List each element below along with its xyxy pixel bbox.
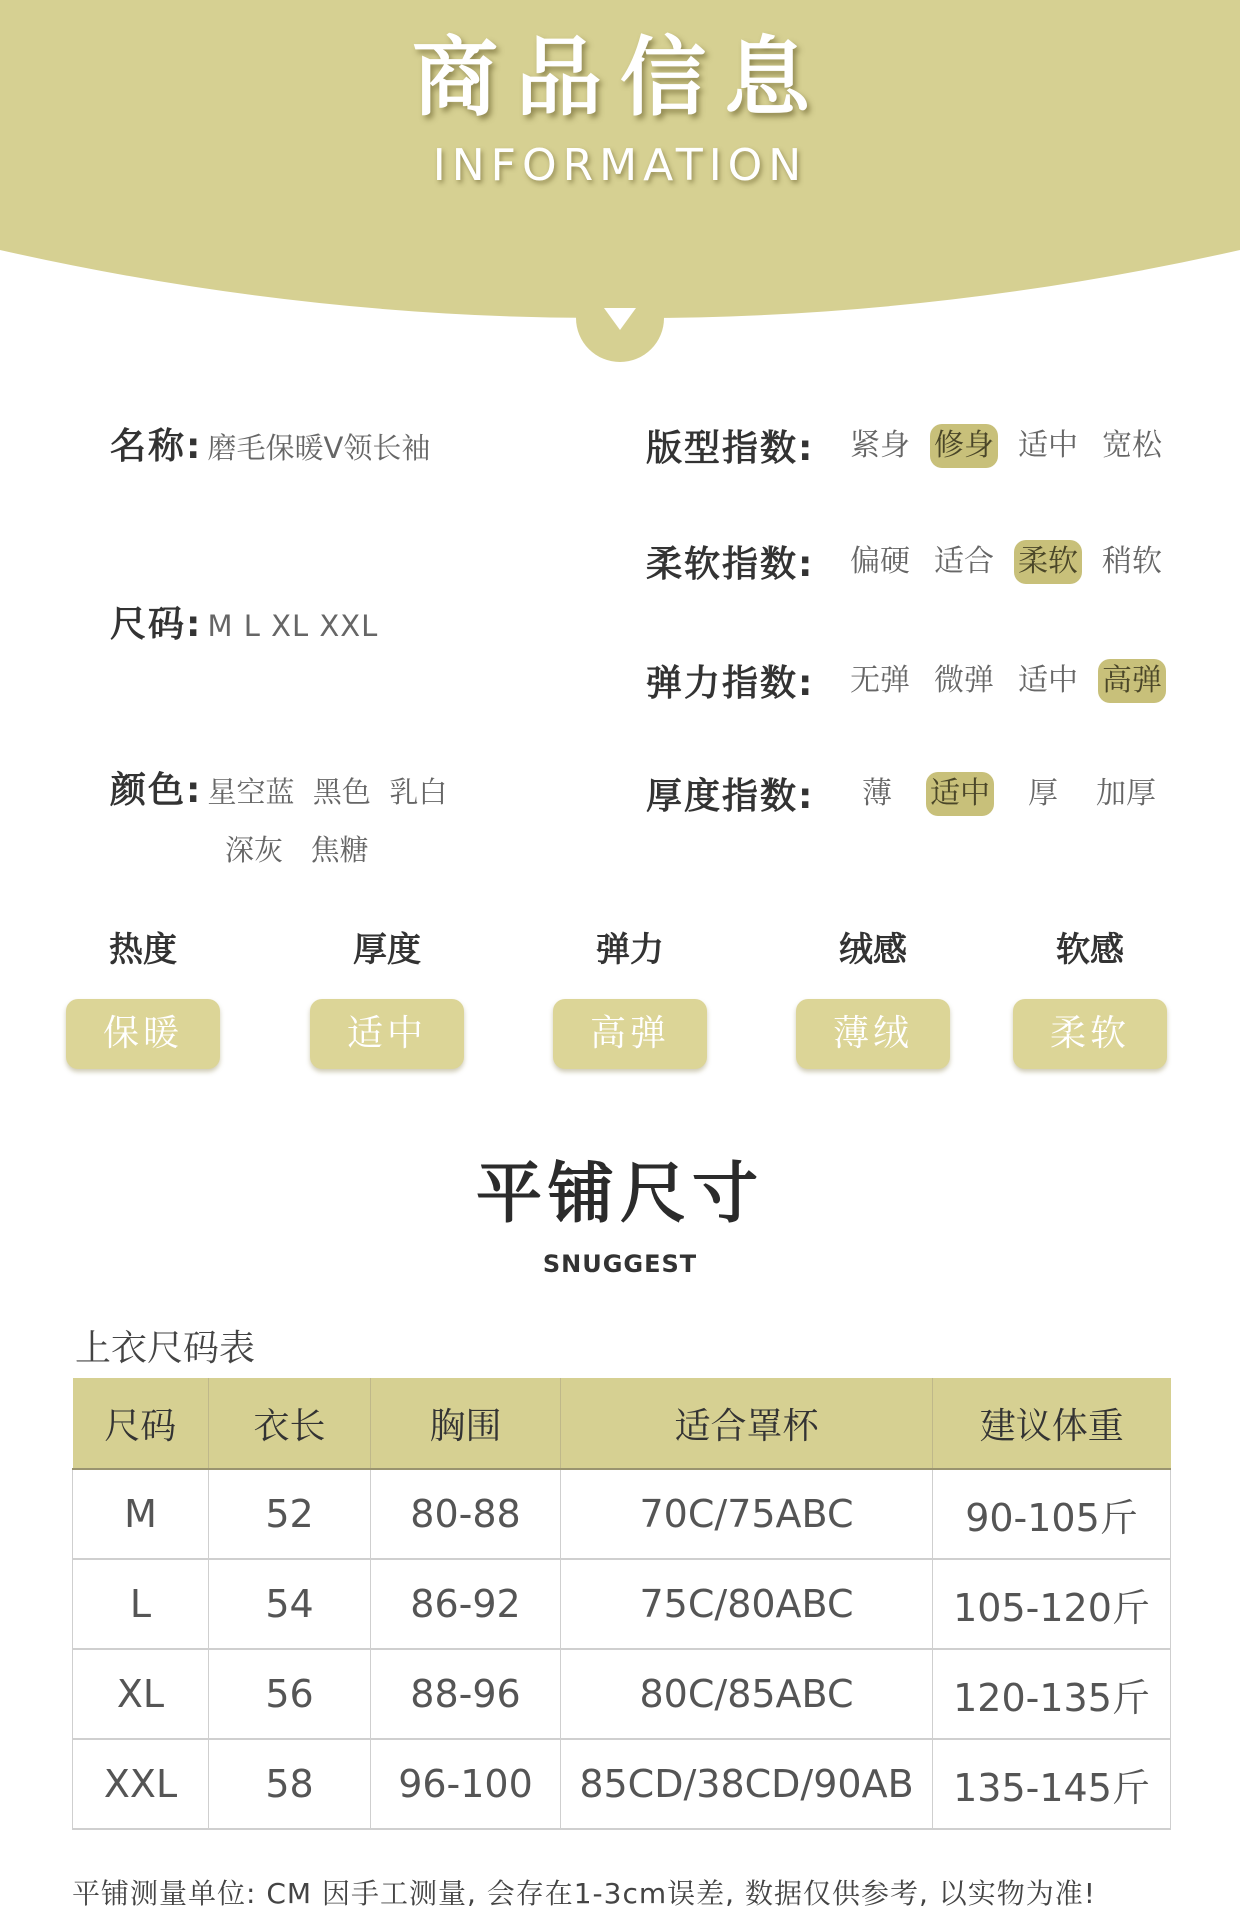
index-label: 版型指数: bbox=[646, 428, 815, 469]
table-cell: 75C/80ABC bbox=[561, 1559, 933, 1649]
index-row bbox=[646, 420, 1182, 471]
size-label: 尺码: bbox=[110, 604, 203, 645]
index-option: 宽松 bbox=[1102, 427, 1162, 463]
color-row bbox=[110, 762, 447, 813]
name-value: 磨毛保暖V领长袖 bbox=[207, 431, 431, 465]
badge-value: 薄绒 bbox=[796, 999, 950, 1069]
badge-title: 绒感 bbox=[839, 930, 907, 970]
badge-value: 高弹 bbox=[553, 999, 707, 1069]
table-cell: 105-120斤 bbox=[933, 1559, 1171, 1649]
name-label: 名称: bbox=[110, 426, 203, 467]
table-cell: XXL bbox=[73, 1739, 209, 1829]
table-cell: 120-135斤 bbox=[933, 1649, 1171, 1739]
index-option: 厚 bbox=[1028, 775, 1058, 811]
table-cell: 86-92 bbox=[371, 1559, 561, 1649]
badge-title: 软感 bbox=[1056, 930, 1124, 970]
table-row bbox=[73, 1559, 1171, 1649]
index-option: 适中 bbox=[1018, 427, 1078, 463]
table-cell: 85CD/38CD/90AB bbox=[561, 1739, 933, 1829]
index-option: 加厚 bbox=[1096, 775, 1156, 811]
badge-column bbox=[66, 925, 220, 1069]
table-row bbox=[73, 1469, 1171, 1559]
index-option: 微弹 bbox=[934, 662, 994, 698]
table-cell: M bbox=[73, 1469, 209, 1559]
measurement-note: 平铺测量单位: CM 因手工测量, 会存在1-3cm误差, 数据仅供参考, 以实物为准! bbox=[72, 1877, 1096, 1910]
badge-column bbox=[310, 925, 464, 1069]
table-caption: 上衣尺码表 bbox=[75, 1328, 256, 1369]
color-label: 颜色: bbox=[110, 770, 203, 811]
table-cell: 54 bbox=[209, 1559, 371, 1649]
index-row bbox=[646, 768, 1178, 819]
index-label: 弹力指数: bbox=[646, 663, 815, 704]
color-line-2: 深灰 焦糖 bbox=[225, 833, 369, 867]
badge-title: 弹力 bbox=[596, 930, 664, 970]
size-value: M L XL XXL bbox=[207, 609, 379, 643]
index-option-selected: 修身 bbox=[930, 424, 998, 468]
badge-column bbox=[796, 925, 950, 1069]
table-row bbox=[73, 1649, 1171, 1739]
table-header-row bbox=[73, 1378, 1171, 1469]
index-option: 适合 bbox=[934, 543, 994, 579]
page-title: 商品信息 bbox=[412, 28, 828, 128]
color-line-1: 星空蓝 黑色 乳白 bbox=[207, 775, 448, 809]
index-options bbox=[846, 540, 1182, 584]
table-cell: 135-145斤 bbox=[933, 1739, 1171, 1829]
table-cell: 88-96 bbox=[371, 1649, 561, 1739]
table-header-cell: 适合罩杯 bbox=[561, 1378, 933, 1469]
table-row bbox=[73, 1739, 1171, 1829]
index-options bbox=[846, 772, 1178, 816]
badge-column bbox=[553, 925, 707, 1069]
table-cell: 56 bbox=[209, 1649, 371, 1739]
table-cell: 52 bbox=[209, 1469, 371, 1559]
table-header-cell: 衣长 bbox=[209, 1378, 371, 1469]
product-name-row bbox=[110, 418, 430, 469]
badge-title: 厚度 bbox=[353, 930, 421, 970]
table-cell: XL bbox=[73, 1649, 209, 1739]
index-options bbox=[846, 659, 1182, 703]
badge-value: 保暖 bbox=[66, 999, 220, 1069]
index-option: 紧身 bbox=[850, 427, 910, 463]
table-cell: 58 bbox=[209, 1739, 371, 1829]
size-chart-subtitle: SNUGGEST bbox=[542, 1250, 698, 1278]
index-option-selected: 高弹 bbox=[1098, 659, 1166, 703]
table-cell: L bbox=[73, 1559, 209, 1649]
table-cell: 90-105斤 bbox=[933, 1469, 1171, 1559]
badge-value: 适中 bbox=[310, 999, 464, 1069]
table-cell: 70C/75ABC bbox=[561, 1469, 933, 1559]
table-cell: 80-88 bbox=[371, 1469, 561, 1559]
index-options bbox=[846, 424, 1182, 468]
table-body bbox=[73, 1469, 1171, 1829]
table-header-cell: 建议体重 bbox=[933, 1378, 1171, 1469]
badge-title: 热度 bbox=[109, 930, 177, 970]
index-option: 无弹 bbox=[850, 662, 910, 698]
table-header-cell: 尺码 bbox=[73, 1378, 209, 1469]
index-row bbox=[646, 655, 1182, 706]
index-option-selected: 适中 bbox=[926, 772, 994, 816]
index-option: 稍软 bbox=[1102, 543, 1162, 579]
index-label: 厚度指数: bbox=[646, 776, 815, 817]
index-option: 薄 bbox=[862, 775, 892, 811]
index-option: 适中 bbox=[1018, 662, 1078, 698]
size-chart-title: 平铺尺寸 bbox=[476, 1155, 764, 1232]
size-table bbox=[72, 1378, 1171, 1830]
table-cell: 80C/85ABC bbox=[561, 1649, 933, 1739]
badge-value: 柔软 bbox=[1013, 999, 1167, 1069]
index-option: 偏硬 bbox=[850, 543, 910, 579]
index-row bbox=[646, 536, 1182, 587]
badge-column bbox=[1013, 925, 1167, 1069]
table-cell: 96-100 bbox=[371, 1739, 561, 1829]
size-row bbox=[110, 596, 378, 647]
index-option-selected: 柔软 bbox=[1014, 540, 1082, 584]
index-label: 柔软指数: bbox=[646, 544, 815, 585]
page-subtitle: INFORMATION bbox=[432, 140, 808, 191]
table-header-cell: 胸围 bbox=[371, 1378, 561, 1469]
